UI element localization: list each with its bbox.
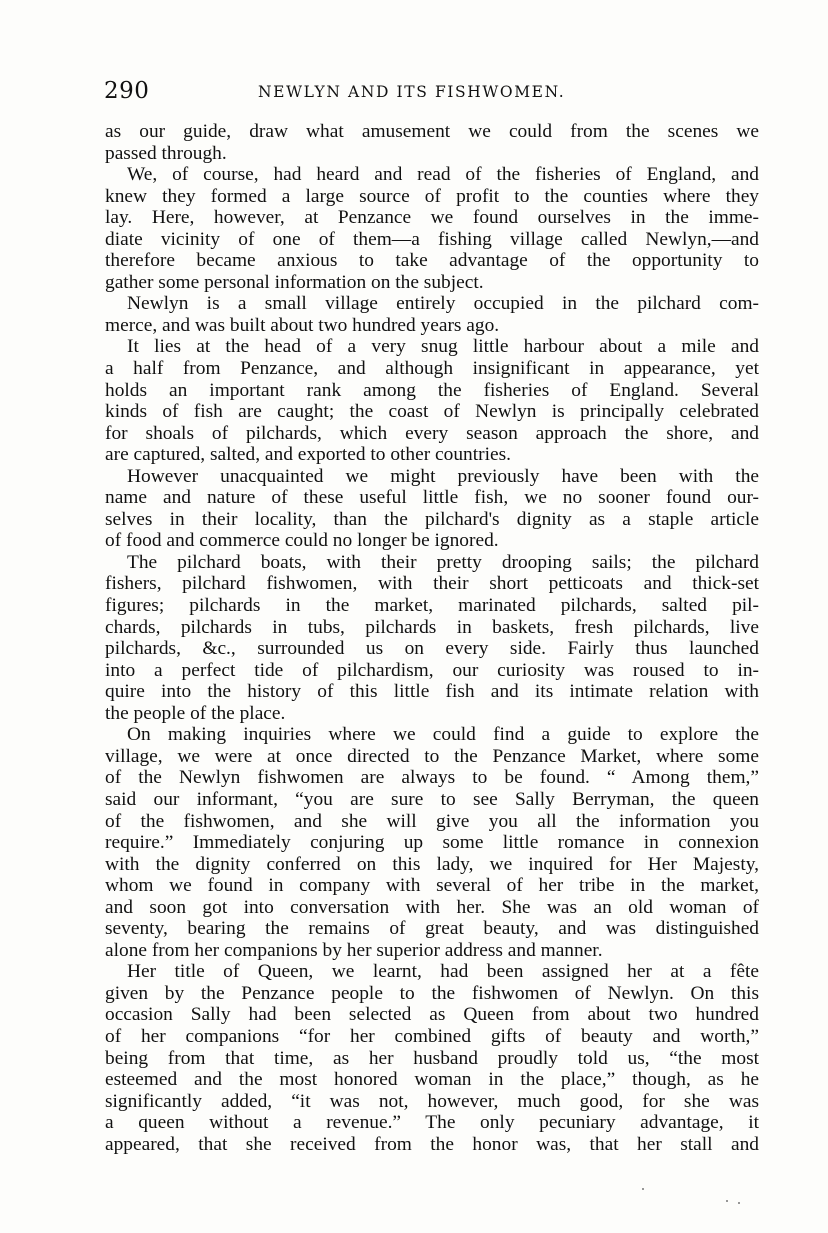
text-line: significantly added, “it was not, however, much good, for she was (105, 1090, 759, 1112)
text-line: fishers, pilchard fishwomen, with their short petticoats and thick-set (105, 573, 759, 595)
text-line: lay. Here, however, at Penzance we found ourselves in the imme- (105, 207, 759, 229)
text-line: It lies at the head of a very snug little harbour about a mile and (127, 336, 759, 358)
text-line: On making inquiries where we could find a guide to explore the (127, 724, 759, 746)
text-line: and soon got into conversation with her. She was an old woman of (105, 896, 759, 918)
text-line: We, of course, had heard and read of the fisheries of England, and (127, 164, 759, 186)
text-line: name and nature of these useful little fish, we no sooner found our- (105, 487, 759, 509)
text-line: figures; pilchards in the market, marinated pilchards, salted pil- (105, 595, 759, 617)
text-line: gather some personal information on the subject. (105, 271, 484, 293)
text-line: a half from Penzance, and although insignificant in appearance, yet (105, 358, 759, 380)
text-line: The pilchard boats, with their pretty drooping sails; the pilchard (127, 551, 759, 573)
text-line: being from that time, as her husband proudly told us, “the most (105, 1047, 759, 1069)
text-line: However unacquainted we might previously have been with the (127, 465, 759, 487)
text-line: appeared, that she received from the honor was, that her stall and (105, 1133, 759, 1155)
text-line: as our guide, draw what amusement we could from the scenes we (105, 121, 759, 142)
text-line: a queen without a revenue.” The only pecuniary advantage, it (105, 1112, 759, 1134)
text-line: for shoals of pilchards, which every season approach the shore, and (105, 422, 759, 444)
text-line: esteemed and the most honored woman in the place,” though, as he (105, 1069, 759, 1091)
text-line: of the fishwomen, and she will give you all the information you (105, 810, 759, 832)
page-header (104, 78, 764, 110)
print-speck (642, 1188, 644, 1190)
text-line: of food and commerce could no longer be ignored. (105, 530, 499, 552)
text-line: require.” Immediately conjuring up some little romance in connexion (105, 832, 759, 854)
text-line: passed through. (105, 142, 227, 164)
text-line: village, we were at once directed to the Penzance Market, where some (105, 745, 759, 767)
text-line: therefore became anxious to take advantage of the opportunity to (105, 250, 759, 272)
text-line: seventy, bearing the remains of great beauty, and was distinguished (105, 918, 759, 940)
text-line: chards, pilchards in tubs, pilchards in baskets, fresh pilchards, live (105, 616, 759, 638)
text-line: given by the Penzance people to the fishwomen of Newlyn. On this (105, 982, 759, 1004)
text-line: into a perfect tide of pilchardism, our curiosity was roused to in- (105, 659, 759, 681)
text-line: of the Newlyn fishwomen are always to be found. “ Among them,” (105, 767, 759, 789)
text-line: knew they formed a large source of profit to the counties where they (105, 185, 759, 207)
running-head: NEWLYN AND ITS FISHWOMEN. (258, 83, 566, 101)
text-line: pilchards, &c., surrounded us on every side. Fairly thus launched (105, 638, 759, 660)
text-line: holds an important rank among the fisheries of England. Several (105, 379, 759, 401)
text-line: kinds of fish are caught; the coast of Newlyn is principally celebrated (105, 401, 759, 423)
print-speck (738, 1202, 740, 1204)
text-line: Her title of Queen, we learnt, had been assigned her at a fête (127, 961, 759, 983)
text-line: alone from her companions by her superior address and manner. (105, 939, 603, 961)
text-line: whom we found in company with several of her tribe in the market, (105, 875, 759, 897)
text-line: are captured, salted, and exported to other countries. (105, 444, 511, 466)
text-line: with the dignity conferred on this lady, we inquired for Her Majesty, (105, 853, 759, 875)
text-line: occasion Sally had been selected as Queen from about two hundred (105, 1004, 759, 1026)
text-line: Newlyn is a small village entirely occupied in the pilchard com- (127, 293, 759, 315)
text-line: quire into the history of this little fish and its intimate relation with (105, 681, 759, 703)
page-number: 290 (104, 78, 150, 104)
print-speck (726, 1200, 728, 1202)
text-line: said our informant, “you are sure to see Sally Berryman, the queen (105, 788, 759, 810)
text-line: of her companions “for her combined gifts of beauty and worth,” (105, 1025, 759, 1047)
text-line: selves in their locality, than the pilchard's dignity as a staple article (105, 508, 759, 530)
body-text (105, 121, 759, 1155)
text-line: diate vicinity of one of them—a fishing village called Newlyn,—and (105, 228, 759, 250)
text-line: merce, and was built about two hundred years ago. (105, 314, 500, 336)
text-line: the people of the place. (105, 702, 286, 724)
